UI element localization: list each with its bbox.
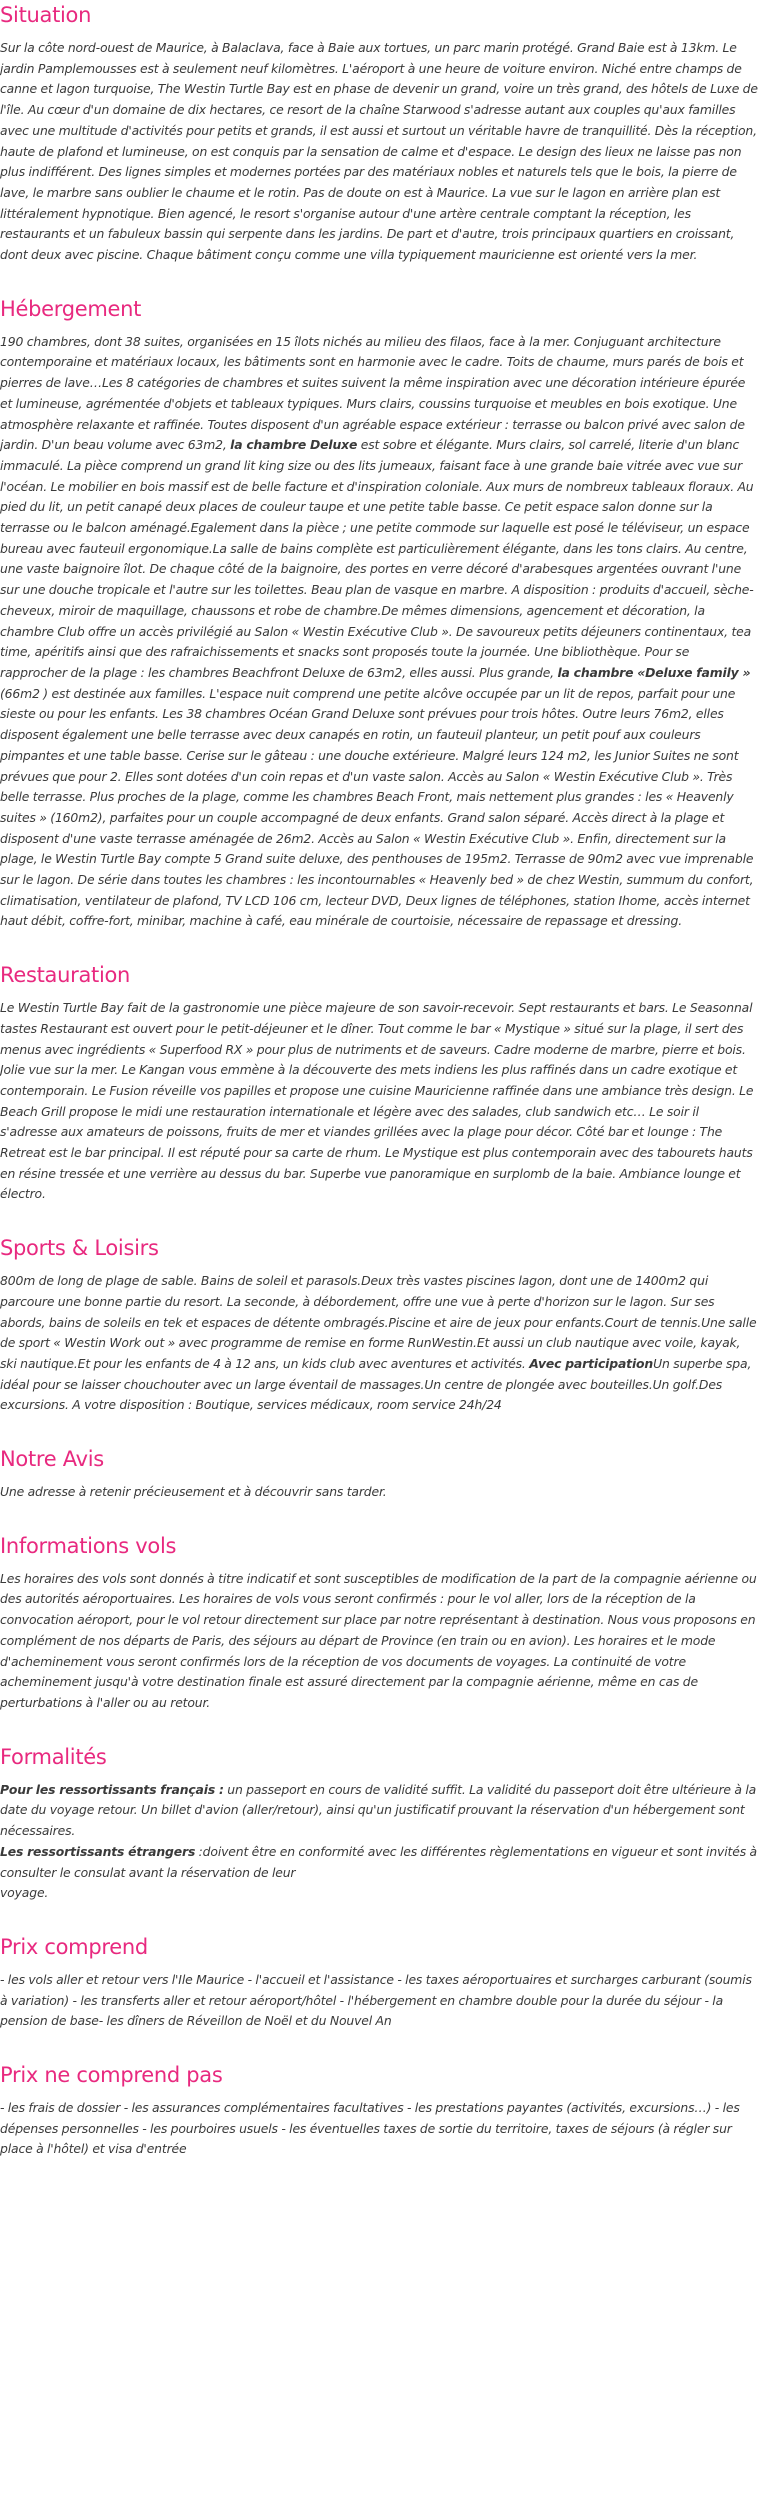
section-sports (0, 1233, 758, 1416)
hebergement-bold-deluxe: la chambre Deluxe (230, 437, 358, 453)
formalites-bold-francais: Pour les ressortissants français : (0, 1781, 224, 1797)
section-title-hebergement: Hébergement (0, 296, 142, 321)
section-formalites (0, 1742, 758, 1904)
section-title-sports: Sports & Loisirs (0, 1236, 159, 1261)
section-vols (0, 1531, 758, 1714)
section-hebergement (0, 294, 758, 932)
section-title-prix-ne-comprend-pas: Prix ne comprend pas (0, 2063, 223, 2088)
section-prix-ne-comprend-pas (0, 2060, 758, 2160)
section-title-restauration: Restauration (0, 963, 131, 988)
formalites-text-part-b: :doivent être en conformité avec les différentes règlementations en vigueur et sont invités à consulter le consulat avant la réservation de leur (0, 1843, 757, 1880)
hebergement-bold-family: la chambre «Deluxe family » (557, 664, 751, 680)
sports-bold-participation: Avec participation (529, 1355, 654, 1371)
section-restauration (0, 960, 758, 1205)
section-title-situation: Situation (0, 3, 92, 27)
sports-text-part-a: 800m de long de plage de sable. Bains de soleil et parasols.Deux très vastes piscines lagon, dont une de 1400m2 qui parcoure une bonne partie du resort. La seconde, à débordement, offre une vue à perte d'horizon sur le lagon. Sur ses abords, bains de soleils en tek et espaces de détente ombragés.Piscine et aire de jeux pour enfants.Court de tennis.Une salle de sport « Westin Work out » avec programme de remise en forme RunWestin.Et aussi un club nautique avec voile, kayak, ski nautique.Et pour les enfants de 4 à 12 ans, un kids club avec aventures et activités. (0, 1273, 757, 1371)
sports-text-part-b: Un superbe spa, idéal pour se laisser chouchouter avec un large éventail de massages.Un centre de plongée avec bouteilles.Un golf.Des excursions. A votre disposition : Boutique, services médicaux, room service 24h/24 (0, 1355, 752, 1413)
section-title-formalites: Formalités (0, 1744, 107, 1769)
situation-text: Sur la côte nord-ouest de Maurice, à Balaclava, face à Baie aux tortues, un parc marin protégé. Grand Baie est à 13km. Le jardin Pamplemousses est à seulement neuf kilomètres. L'aéroport à une heure de voiture environ. Niché entre champs de canne et lagon turquoise, The Westin Turtle Bay est en phase de devenir un grand, voire un très grand, des hôtels de Luxe de l'île. Au cœur d'un domaine de dix hectares, ce resort de la chaîne Starwood s'adresse autant aux couples qu'aux familles avec une multitude d'activités pour petits et grands, il est aussi et surtout un véritable havre de tranquillité. Dès la réception, haute de plafond et lumineuse, on est conquis par la sensation de calme et d'espace. Le design des lieux ne laisse pas non plus indifférent. Des lignes simples et modernes portées par des matériaux nobles et naturels tels que le bois, la pierre de lave, le marbre sans oublier le chaume et le rotin. Pas de doute on est à Maurice. La vue sur le lagon en arrière plan est littéralement hypnotique. Bien agencé, le resort s'organise autour d'une artère centrale comptant la réception, les restaurants et un fabuleux bassin qui serpente dans les jardins. De part et d'autre, trois principaux quartiers en croissant, dont deux avec piscine. Chaque bâtiment conçu comme une villa typiquement mauricienne est orienté vers la mer. (0, 40, 758, 263)
section-prix-comprend (0, 1932, 758, 2032)
section-situation (0, 0, 758, 266)
vols-text: Les horaires des vols sont donnés à titre indicatif et sont susceptibles de modification de la part de la compagnie aérienne ou des autorités aéroportuaires. Les horaires de vols vous seront confirmés : pour le vol aller, lors de la réception de la convocation aéroport, pour le vol retour directement sur place par notre représentant à destination. Nous vous proposons en complément de nos départs de Paris, des séjours au départ de Province (en train ou en avion). Les horaires et le mode d'acheminement vous seront confirmés lors de la réception de vos documents de voyages. La continuité de votre acheminement jusqu'à votre destination finale est assuré directement par la compagnie aérienne, même en cas de perturbations à l'aller ou au retour. (0, 1570, 757, 1710)
sports-text (0, 1271, 758, 1416)
hebergement-text-part-c: (66m2 ) est destinée aux familles. L'espace nuit comprend une petite alcôve occupée par un lit de repos, parfait pour une sieste ou pour les enfants. Les 38 chambres Océan Grand Deluxe sont prévues pour trois hôtes. Outre leurs 76m2, elles disposent également une belle terrasse avec deux canapés en rotin, un fauteuil planteur, un petit pouf aux couleurs pimpantes et une table basse. Cerise sur le gâteau : une douche extérieure. Malgré leurs 124 m2, les Junior Suites ne sont prévues que pour 2. Elles sont dotées d'un coin repas et d'un vaste salon. Accès au Salon « Westin Exécutive Club ». Très belle terrasse. Plus proches de la plage, comme les chambres Beach Front, mais nettement plus grandes : les « Heavenly suites » (160m2), parfaites pour un couple accompagné de deux enfants. Grand salon séparé. Accès direct à la plage et disposent d'une vaste terrasse aménagée de 26m2. Accès au Salon « Westin Exécutive Club ». Enfin, directement sur la plage, le Westin Turtle Bay compte 5 Grand suite deluxe, des penthouses de 195m2. Terrasse de 90m2 avec vue imprenable sur le lagon. De série dans toutes les chambres : les incontournables « Heavenly bed » de chez Westin, summum du confort, climatisation, ventilateur de plafond, TV LCD 106 cm, lecteur DVD, Deux lignes de téléphones, station Ihome, accès internet haut débit, coffre-fort, minibar, machine à café, eau minérale de courtoisie, nécessaire de repassage et dressing. (0, 685, 754, 929)
hebergement-text-part-b: est sobre et élégante. Murs clairs, sol carrelé, literie d'un blanc immaculé. La pièce comprend un grand lit king size ou des lits jumeaux, faisant face à une grande baie vitrée avec vue sur l'océan. Le mobilier en bois massif est de belle facture et d'inspiration coloniale. Aux murs de nombreux tableaux floraux. Au pied du lit, un petit canapé deux places de couleur taupe et une petite table basse. Ce petit espace salon donne sur la terrasse ou le balcon aménagé.Egalement dans la pièce ; une petite commode sur laquelle est posé le téléviseur, un espace bureau avec fauteuil ergonomique.La salle de bains complète est particulièrement élégante, dans les tons clairs. Au centre, une vaste baignoire îlot. De chaque côté de la baignoire, des portes en verre décoré d'arabesques argentées ouvrant l'une sur une douche tropicale et l'autre sur les toilettes. Beau plan de vasque en marbre. A disposition : produits d'accueil, sèche-cheveux, miroir de maquillage, chaussons et robe de chambre.De mêmes dimensions, agencement et décoration, la chambre Club offre un accès privilégié au Salon « Westin Exécutive Club ». De savoureux petits déjeuners continentaux, tea time, apéritifs ainsi que des rafraichissements et snacks sont proposés toute la journée. Une bibliothèque. Pour se rapprocher de la plage : les chambres Beachfront Deluxe de 63m2, elles aussi. Plus grande, (0, 437, 754, 680)
section-title-prix-comprend: Prix comprend (0, 1934, 148, 1959)
formalites-text-part-a: un passeport en cours de validité suffit. La validité du passeport doit être ultérieure à la date du voyage retour. Un billet d'avion (aller/retour), ainsi qu'un justificatif prouvant la réservation d'un hébergement sont nécessaires. (0, 1781, 757, 1839)
formalites-text-part-c: voyage. (0, 1885, 49, 1901)
prix-ne-comprend-pas-text: - les frais de dossier - les assurances complémentaires facultatives - les prestations payantes (activités, excursions…) - les dépenses personnelles - les pourboires usuels - les éventuelles taxes de sortie du territoire, taxes de séjours (à régler sur place à l'hôtel) et visa d'entrée (0, 2100, 740, 2157)
hebergement-text (0, 332, 758, 932)
avis-text: Une adresse à retenir précieusement et à découvrir sans tarder. (0, 1484, 387, 1500)
section-title-avis: Notre Avis (0, 1447, 104, 1472)
hebergement-text-part-a: 190 chambres, dont 38 suites, organisées en 15 îlots nichés au milieu des filaos, face à la mer. Conjuguant architecture contemporaine et matériaux locaux, les bâtiments sont en harmonie avec le cadre. Toits de chaume, murs parés de bois et pierres de lave…Les 8 catégories de chambres et suites suivent la même inspiration avec une décoration intérieure épurée et lumineuse, agrémentée d'objets et tableaux typiques. Murs clairs, coussins turquoise et meubles en bois exotique. Une atmosphère relaxante et raffinée. Toutes disposent d'un agréable espace extérieur : terrasse ou balcon privé avec salon de jardin. D'un beau volume avec 63m2, (0, 333, 746, 453)
section-title-vols: Informations vols (0, 1533, 177, 1558)
prix-comprend-text: - les vols aller et retour vers l'Ile Maurice - l'accueil et l'assistance - les taxes aéroportuaires et surcharges carburant (soumis à variation) - les transferts aller et retour aéroport/hôtel - l'hébergement en chambre double pour la durée du séjour - la pension de base- les dîners de Réveillon de Noël et du Nouvel An (0, 1971, 752, 2029)
section-avis (0, 1444, 758, 1503)
restauration-text: Le Westin Turtle Bay fait de la gastronomie une pièce majeure de son savoir-recevoir. Sept restaurants et bars. Le Seasonnal tastes Restaurant est ouvert pour le petit-déjeuner et le dîner. Tout comme le bar « Mystique » situé sur la plage, il sert des menus avec ingrédients « Superfood RX » pour plus de nutriments et de saveurs. Cadre moderne de marbre, pierre et bois. Jolie vue sur la mer. Le Kangan vous emmène à la découverte des mets indiens les plus raffinés dans un cadre exotique et contemporain. Le Fusion réveille vos papilles et propose une cuisine Mauricienne raffinée dans une ambiance très design. Le Beach Grill propose le midi une restauration internationale et légère avec des salades, club sandwich etc… Le soir il s'adresse aux amateurs de poissons, fruits de mer et viandes grillées avec la plage pour décor. Côté bar et lounge : The Retreat est le bar principal. Il est réputé pour sa carte de rhum. Le Mystique est plus contemporain avec des tabourets hauts en résine tressée et une verrière au dessus du bar. Superbe vue panoramique en surplomb de la baie. Ambiance lounge et électro. (0, 1000, 754, 1202)
formalites-bold-etrangers: Les ressortissants étrangers (0, 1843, 196, 1859)
formalites-text (0, 1780, 758, 1904)
